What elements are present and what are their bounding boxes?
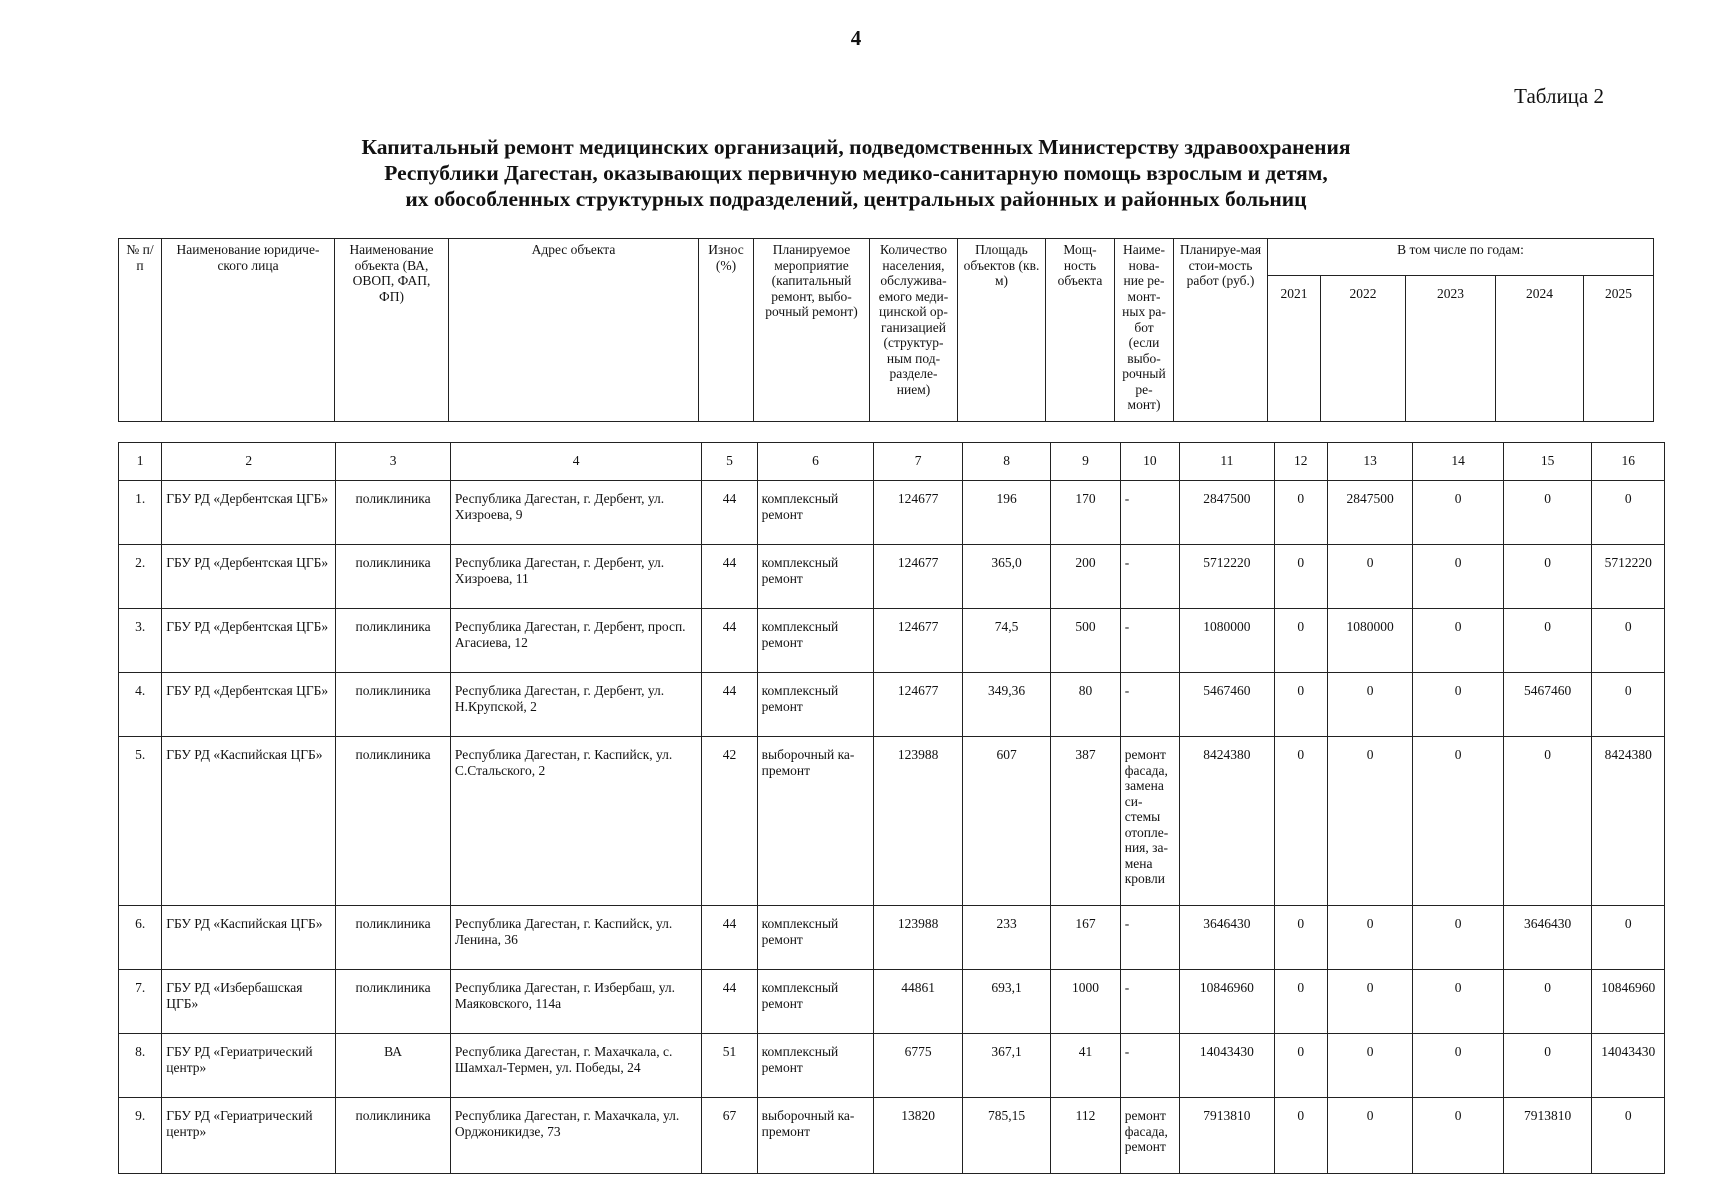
cell-planned-event: комплексный ремонт bbox=[757, 970, 874, 1034]
column-number: 12 bbox=[1274, 443, 1327, 481]
header-legal-entity: Наименование юридиче-ского лица bbox=[162, 239, 335, 422]
cell-area: 367,1 bbox=[962, 1034, 1051, 1098]
cell-planned-event: комплексный ремонт bbox=[757, 609, 874, 673]
cell-object-name: поликлиника bbox=[336, 609, 451, 673]
cell-year-2021: 0 bbox=[1274, 1034, 1327, 1098]
cell-object-name: поликлиника bbox=[336, 970, 451, 1034]
cell-work-name: - bbox=[1120, 481, 1179, 545]
cell-cost: 1080000 bbox=[1180, 609, 1275, 673]
cell-area: 785,15 bbox=[962, 1098, 1051, 1174]
cell-address: Республика Дагестан, г. Дербент, ул. Хизроева, 9 bbox=[450, 481, 701, 545]
cell-cost: 14043430 bbox=[1180, 1034, 1275, 1098]
cell-num: 2. bbox=[119, 545, 162, 609]
cell-year-2022: 2847500 bbox=[1327, 481, 1412, 545]
column-number: 5 bbox=[702, 443, 757, 481]
cell-cost: 5712220 bbox=[1180, 545, 1275, 609]
cell-object-name: поликлиника bbox=[336, 673, 451, 737]
cell-year-2025: 14043430 bbox=[1592, 1034, 1665, 1098]
cell-year-2024: 5467460 bbox=[1503, 673, 1592, 737]
cell-area: 693,1 bbox=[962, 970, 1051, 1034]
cell-cost: 8424380 bbox=[1180, 737, 1275, 906]
cell-population: 124677 bbox=[874, 609, 963, 673]
data-table bbox=[118, 442, 1665, 1174]
cell-year-2022: 0 bbox=[1327, 1034, 1412, 1098]
cell-capacity: 112 bbox=[1051, 1098, 1120, 1174]
table-row bbox=[119, 906, 1665, 970]
cell-planned-event: комплексный ремонт bbox=[757, 545, 874, 609]
cell-planned-event: комплексный ремонт bbox=[757, 481, 874, 545]
cell-area: 349,36 bbox=[962, 673, 1051, 737]
cell-population: 124677 bbox=[874, 545, 963, 609]
cell-num: 5. bbox=[119, 737, 162, 906]
cell-legal-entity: ГБУ РД «Дербентская ЦГБ» bbox=[162, 545, 336, 609]
cell-year-2024: 0 bbox=[1503, 545, 1592, 609]
cell-area: 365,0 bbox=[962, 545, 1051, 609]
cell-legal-entity: ГБУ РД «Гериатрический центр» bbox=[162, 1034, 336, 1098]
table-row bbox=[119, 737, 1665, 906]
table-header bbox=[118, 238, 1654, 422]
cell-population: 6775 bbox=[874, 1034, 963, 1098]
column-number: 1 bbox=[119, 443, 162, 481]
header-year-2023: 2023 bbox=[1406, 276, 1496, 422]
column-number: 3 bbox=[336, 443, 451, 481]
column-number: 6 bbox=[757, 443, 874, 481]
cell-year-2022: 0 bbox=[1327, 545, 1412, 609]
cell-address: Республика Дагестан, г. Махачкала, ул. Орджоникидзе, 73 bbox=[450, 1098, 701, 1174]
cell-year-2024: 3646430 bbox=[1503, 906, 1592, 970]
cell-area: 233 bbox=[962, 906, 1051, 970]
table-row bbox=[119, 673, 1665, 737]
cell-address: Республика Дагестан, г. Дербент, ул. Хизроева, 11 bbox=[450, 545, 701, 609]
cell-cost: 7913810 bbox=[1180, 1098, 1275, 1174]
cell-planned-event: комплексный ремонт bbox=[757, 673, 874, 737]
cell-year-2024: 0 bbox=[1503, 481, 1592, 545]
header-address: Адрес объекта bbox=[449, 239, 699, 422]
header-object-name: Наименование объекта (ВА, ОВОП, ФАП, ФП) bbox=[335, 239, 449, 422]
column-number: 10 bbox=[1120, 443, 1179, 481]
cell-wear: 44 bbox=[702, 481, 757, 545]
cell-year-2024: 7913810 bbox=[1503, 1098, 1592, 1174]
cell-work-name: - bbox=[1120, 906, 1179, 970]
cell-area: 607 bbox=[962, 737, 1051, 906]
column-number: 16 bbox=[1592, 443, 1665, 481]
cell-work-name: - bbox=[1120, 673, 1179, 737]
cell-year-2021: 0 bbox=[1274, 481, 1327, 545]
cell-address: Республика Дагестан, г. Избербаш, ул. Маяковского, 114а bbox=[450, 970, 701, 1034]
cell-population: 124677 bbox=[874, 673, 963, 737]
cell-num: 4. bbox=[119, 673, 162, 737]
header-capacity: Мощ-ность объекта bbox=[1046, 239, 1115, 422]
cell-work-name: - bbox=[1120, 545, 1179, 609]
header-planned-event: Планируемое мероприятие (капитальный ремонт, выбо-рочный ремонт) bbox=[754, 239, 870, 422]
column-number: 9 bbox=[1051, 443, 1120, 481]
document-title bbox=[0, 134, 1712, 212]
cell-work-name: - bbox=[1120, 1034, 1179, 1098]
table-label: Таблица 2 bbox=[1514, 84, 1604, 108]
column-number: 14 bbox=[1413, 443, 1504, 481]
cell-year-2021: 0 bbox=[1274, 545, 1327, 609]
cell-year-2025: 0 bbox=[1592, 673, 1665, 737]
cell-year-2022: 0 bbox=[1327, 737, 1412, 906]
cell-work-name: - bbox=[1120, 609, 1179, 673]
cell-year-2025: 0 bbox=[1592, 906, 1665, 970]
cell-area: 196 bbox=[962, 481, 1051, 545]
cell-population: 124677 bbox=[874, 481, 963, 545]
cell-year-2021: 0 bbox=[1274, 609, 1327, 673]
cell-legal-entity: ГБУ РД «Каспийская ЦГБ» bbox=[162, 906, 336, 970]
cell-wear: 44 bbox=[702, 545, 757, 609]
cell-object-name: поликлиника bbox=[336, 906, 451, 970]
cell-work-name: - bbox=[1120, 970, 1179, 1034]
cell-population: 123988 bbox=[874, 906, 963, 970]
cell-address: Республика Дагестан, г. Каспийск, ул. С.Стальского, 2 bbox=[450, 737, 701, 906]
cell-object-name: поликлиника bbox=[336, 1098, 451, 1174]
table-row bbox=[119, 1098, 1665, 1174]
cell-capacity: 167 bbox=[1051, 906, 1120, 970]
table-row bbox=[119, 481, 1665, 545]
table-row bbox=[119, 545, 1665, 609]
cell-num: 1. bbox=[119, 481, 162, 545]
cell-capacity: 387 bbox=[1051, 737, 1120, 906]
cell-legal-entity: ГБУ РД «Избербашская ЦГБ» bbox=[162, 970, 336, 1034]
cell-work-name: ремонт фасада, ремонт bbox=[1120, 1098, 1179, 1174]
cell-year-2021: 0 bbox=[1274, 673, 1327, 737]
cell-year-2025: 8424380 bbox=[1592, 737, 1665, 906]
cell-capacity: 1000 bbox=[1051, 970, 1120, 1034]
column-number: 15 bbox=[1503, 443, 1592, 481]
cell-wear: 51 bbox=[702, 1034, 757, 1098]
cell-capacity: 500 bbox=[1051, 609, 1120, 673]
cell-address: Республика Дагестан, г. Махачкала, с. Шамхал-Термен, ул. Победы, 24 bbox=[450, 1034, 701, 1098]
header-num: № п/п bbox=[119, 239, 162, 422]
header-area: Площадь объектов (кв. м) bbox=[958, 239, 1046, 422]
table-row bbox=[119, 609, 1665, 673]
cell-year-2024: 0 bbox=[1503, 609, 1592, 673]
cell-num: 8. bbox=[119, 1034, 162, 1098]
cell-planned-event: выборочный ка-премонт bbox=[757, 737, 874, 906]
cell-object-name: поликлиника bbox=[336, 545, 451, 609]
cell-legal-entity: ГБУ РД «Дербентская ЦГБ» bbox=[162, 673, 336, 737]
header-year-2025: 2025 bbox=[1584, 276, 1654, 422]
cell-wear: 44 bbox=[702, 673, 757, 737]
column-number: 11 bbox=[1180, 443, 1275, 481]
cell-num: 7. bbox=[119, 970, 162, 1034]
cell-wear: 42 bbox=[702, 737, 757, 906]
cell-area: 74,5 bbox=[962, 609, 1051, 673]
cell-cost: 10846960 bbox=[1180, 970, 1275, 1034]
cell-wear: 44 bbox=[702, 906, 757, 970]
header-by-years: В том числе по годам: bbox=[1268, 239, 1654, 276]
header-work-name: Наиме-нова-ние ре-монт-ных ра-бот (если выбо-рочный ре-монт) bbox=[1115, 239, 1174, 422]
cell-year-2023: 0 bbox=[1413, 545, 1504, 609]
cell-num: 9. bbox=[119, 1098, 162, 1174]
cell-year-2023: 0 bbox=[1413, 1098, 1504, 1174]
cell-capacity: 41 bbox=[1051, 1034, 1120, 1098]
table-row bbox=[119, 1034, 1665, 1098]
title-line-2: Республики Дагестан, оказывающих первичную медико-санитарную помощь взрослым и детям, bbox=[384, 161, 1328, 185]
column-number: 2 bbox=[162, 443, 336, 481]
cell-year-2025: 5712220 bbox=[1592, 545, 1665, 609]
cell-planned-event: выборочный ка-премонт bbox=[757, 1098, 874, 1174]
cell-year-2023: 0 bbox=[1413, 481, 1504, 545]
cell-year-2025: 0 bbox=[1592, 481, 1665, 545]
cell-num: 3. bbox=[119, 609, 162, 673]
cell-year-2023: 0 bbox=[1413, 737, 1504, 906]
cell-capacity: 170 bbox=[1051, 481, 1120, 545]
cell-year-2024: 0 bbox=[1503, 970, 1592, 1034]
cell-planned-event: комплексный ремонт bbox=[757, 1034, 874, 1098]
cell-object-name: ВА bbox=[336, 1034, 451, 1098]
cell-object-name: поликлиника bbox=[336, 481, 451, 545]
cell-legal-entity: ГБУ РД «Дербентская ЦГБ» bbox=[162, 609, 336, 673]
header-year-2024: 2024 bbox=[1496, 276, 1584, 422]
cell-cost: 2847500 bbox=[1180, 481, 1275, 545]
cell-year-2023: 0 bbox=[1413, 673, 1504, 737]
column-number-row bbox=[119, 443, 1665, 481]
header-population: Количество населения, обслужива-емого меди-цинской ор-ганизацией (структур-ным под-разделе-нием) bbox=[870, 239, 958, 422]
cell-wear: 44 bbox=[702, 970, 757, 1034]
cell-wear: 44 bbox=[702, 609, 757, 673]
cell-year-2023: 0 bbox=[1413, 906, 1504, 970]
cell-year-2021: 0 bbox=[1274, 906, 1327, 970]
table-row bbox=[119, 970, 1665, 1034]
cell-work-name: ремонт фасада, замена си-стемы отопле-ния, за-мена кровли bbox=[1120, 737, 1179, 906]
cell-year-2023: 0 bbox=[1413, 1034, 1504, 1098]
title-line-1: Капитальный ремонт медицинских организаций, подведомственных Министерству здравоохранения bbox=[361, 135, 1351, 159]
header-year-2022: 2022 bbox=[1321, 276, 1406, 422]
header-cost: Планируе-мая стои-мость работ (руб.) bbox=[1174, 239, 1268, 422]
cell-address: Республика Дагестан, г. Дербент, просп. Агасиева, 12 bbox=[450, 609, 701, 673]
cell-legal-entity: ГБУ РД «Каспийская ЦГБ» bbox=[162, 737, 336, 906]
cell-population: 13820 bbox=[874, 1098, 963, 1174]
header-year-2021: 2021 bbox=[1268, 276, 1321, 422]
header-wear: Износ (%) bbox=[699, 239, 754, 422]
cell-num: 6. bbox=[119, 906, 162, 970]
cell-cost: 3646430 bbox=[1180, 906, 1275, 970]
cell-year-2022: 0 bbox=[1327, 906, 1412, 970]
cell-address: Республика Дагестан, г. Каспийск, ул. Ленина, 36 bbox=[450, 906, 701, 970]
cell-address: Республика Дагестан, г. Дербент, ул. Н.Крупской, 2 bbox=[450, 673, 701, 737]
cell-year-2022: 0 bbox=[1327, 1098, 1412, 1174]
title-line-3: их обособленных структурных подразделений, центральных районных и районных больниц bbox=[405, 187, 1307, 211]
cell-population: 44861 bbox=[874, 970, 963, 1034]
cell-legal-entity: ГБУ РД «Гериатрический центр» bbox=[162, 1098, 336, 1174]
cell-object-name: поликлиника bbox=[336, 737, 451, 906]
cell-year-2025: 0 bbox=[1592, 1098, 1665, 1174]
cell-planned-event: комплексный ремонт bbox=[757, 906, 874, 970]
cell-capacity: 80 bbox=[1051, 673, 1120, 737]
cell-year-2022: 0 bbox=[1327, 673, 1412, 737]
cell-year-2023: 0 bbox=[1413, 609, 1504, 673]
column-number: 7 bbox=[874, 443, 963, 481]
column-number: 13 bbox=[1327, 443, 1412, 481]
cell-year-2025: 0 bbox=[1592, 609, 1665, 673]
cell-year-2021: 0 bbox=[1274, 970, 1327, 1034]
cell-legal-entity: ГБУ РД «Дербентская ЦГБ» bbox=[162, 481, 336, 545]
cell-wear: 67 bbox=[702, 1098, 757, 1174]
cell-year-2024: 0 bbox=[1503, 1034, 1592, 1098]
cell-year-2024: 0 bbox=[1503, 737, 1592, 906]
cell-year-2022: 0 bbox=[1327, 970, 1412, 1034]
cell-year-2025: 10846960 bbox=[1592, 970, 1665, 1034]
cell-capacity: 200 bbox=[1051, 545, 1120, 609]
cell-cost: 5467460 bbox=[1180, 673, 1275, 737]
page-number: 4 bbox=[850, 26, 862, 50]
cell-year-2022: 1080000 bbox=[1327, 609, 1412, 673]
cell-year-2023: 0 bbox=[1413, 970, 1504, 1034]
column-number: 4 bbox=[450, 443, 701, 481]
cell-population: 123988 bbox=[874, 737, 963, 906]
cell-year-2021: 0 bbox=[1274, 1098, 1327, 1174]
cell-year-2021: 0 bbox=[1274, 737, 1327, 906]
column-number: 8 bbox=[962, 443, 1051, 481]
